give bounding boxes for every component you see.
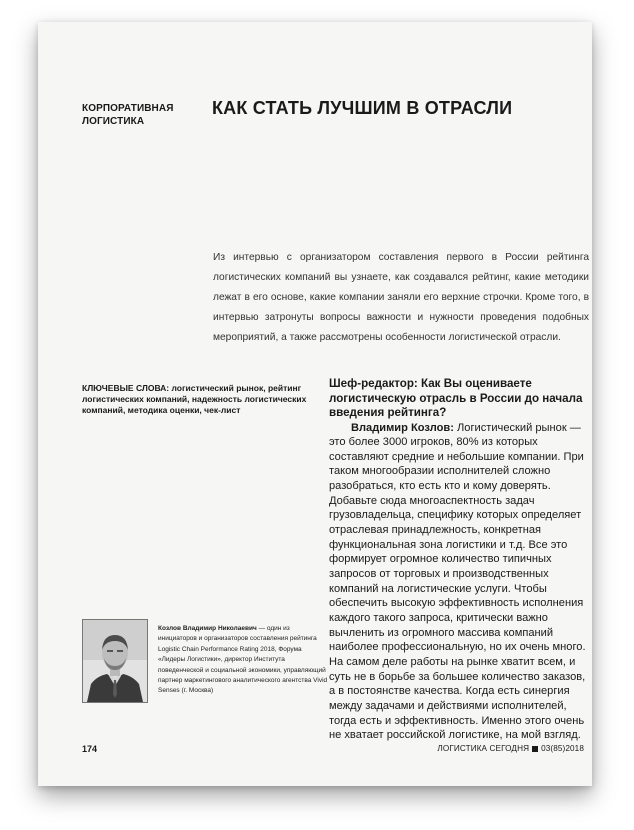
keywords-text: логистический рынок, рейтинг логистических компаний, надежность логистических компаний, методика оценки, чек-лист [82, 383, 307, 415]
author-portrait [82, 619, 148, 703]
keywords-label: КЛЮЧЕВЫЕ СЛОВА: [82, 383, 170, 393]
author-bio [158, 624, 328, 697]
journal-name: ЛОГИСТИКА СЕГОДНЯ [437, 744, 530, 753]
journal-issue: 03(85)2018 [541, 744, 584, 753]
author-name: Козлов Владимир Николаевич [158, 625, 257, 632]
magazine-page [38, 22, 592, 786]
author-description: — один из инициаторов и организаторов составления рейтинга Logistic Chain Performance Rating 2018, Форума «Лидеры Логистики», директор Института поведенческой и социальной экономики, управляющий партнер маркетингового аналитического агентства Vivid Senses (г. Москва) [158, 625, 328, 695]
article-lead: Из интервью с организатором составления первого в России рейтинга логистических компаний вы узнаете, как создавался рейтинг, какие методики лежат в его основе, какие компании заняли его верхние строчки. Кроме того, в интервью затронуты вопросы важности и нужности проведения подобных мероприятий, а также рассмотрены особенности логистической отрасли. [213, 252, 589, 344]
interview-question: Шеф-редактор: Как Вы оцениваете логистическую отрасль в России до начала введения рейтинга? [329, 377, 583, 419]
section-label: КОРПОРАТИВНАЯ ЛОГИСТИКА [82, 103, 174, 127]
journal-footer [437, 744, 584, 753]
page-number: 174 [82, 744, 98, 754]
square-separator-icon [532, 746, 538, 752]
keywords-block [82, 383, 314, 416]
author-photo-icon [83, 620, 147, 702]
article-title: КАК СТАТЬ ЛУЧШИМ В ОТРАСЛИ [212, 98, 513, 118]
interview-column [329, 377, 589, 743]
answer-text: Логистический рынок — это более 3000 игроков, 80% из которых составляют средние и небольшие компании. При таком многообразии исполнителей сложно разобраться, кто есть кто и кому доверять. Добавьте сюда многоаспектность задач грузовладельца, специфику которых определяет отраслевая принадлежность, конкретная функциональная зона логистики и т.д. Все это формирует огромное количество типичных запросов от торговых и производственных компаний на логистические услуги. Чтобы обеспечить высокую эффективность исполнения каждого такого запроса, критически важно вычленить из огромного массива компаний наиболее профессиональную, но их очень много. На самом деле работы на рынке хватит всем, и суть не в борьбе за большее количество заказов, а в постоянстве качества. Когда есть синергия между задачами и действиями исполнителей, тогда есть и эффективность. Именно этого очень не хватает российской логистике, на мой взгляд. [329, 421, 586, 742]
answer-speaker: Владимир Козлов: [351, 421, 454, 434]
interview-answer [329, 421, 589, 743]
